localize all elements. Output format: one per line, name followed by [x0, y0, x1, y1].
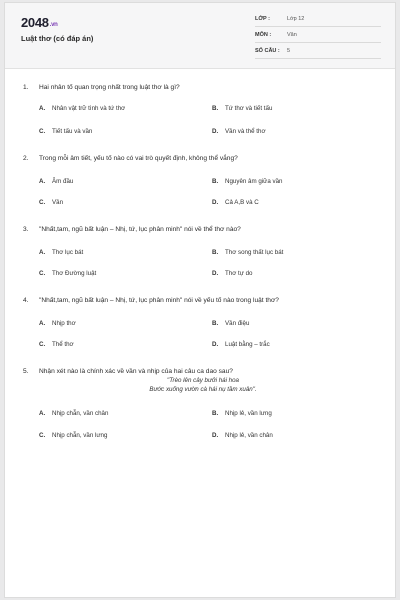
meta-subject-label: MÔN : — [255, 32, 272, 38]
meta-grade-label: LỚP : — [255, 16, 270, 22]
question-2 — [23, 154, 383, 214]
question-1-text: 1. Hai nhân tố quan trọng nhất trong luật thơ là gì? — [23, 84, 180, 91]
question-4-text: 4. "Nhất,tam, ngũ bất luận – Nhị, tứ, lục phân minh" nói về yếu tố nào trong luật thơ? — [23, 297, 279, 304]
question-1-option-d[interactable]: D. Vần và thể thơ — [212, 128, 266, 135]
question-2-text: 2. Trong mỗi âm tiết, yếu tố nào có vai trò quyết định, không thể vắng? — [23, 155, 238, 162]
question-3-option-a[interactable]: A. Thơ lục bát — [39, 249, 84, 256]
question-1-option-c[interactable]: C. Tiết tấu và vần — [39, 128, 93, 135]
meta-subject-value: Văn — [287, 32, 297, 38]
question-5 — [23, 367, 383, 447]
question-3-option-b[interactable]: B. Thơ song thất lục bát — [212, 249, 284, 256]
question-3 — [23, 225, 383, 285]
meta-subject — [255, 29, 381, 43]
question-5-option-a[interactable]: A. Nhịp chẵn, vần chân — [39, 410, 109, 417]
question-3-text: 3. "Nhất,tam, ngũ bất luận – Nhị, tứ, lục phân minh" nói về thể thơ nào? — [23, 226, 241, 233]
question-2-option-a[interactable]: A. Âm đầu — [39, 178, 74, 185]
meta-count — [255, 45, 381, 59]
meta-grade-value: Lớp 12 — [287, 16, 305, 22]
question-5-text: 5. Nhận xét nào là chính xác về vần và nhịp của hai câu ca dao sau? — [23, 368, 233, 375]
question-2-option-c[interactable]: C. Vần — [39, 199, 64, 206]
question-1 — [23, 83, 383, 143]
question-1-option-b[interactable]: B. Tứ thơ và tiết tấu — [212, 105, 273, 112]
question-4-option-d[interactable]: D. Luật bằng – trắc — [212, 341, 270, 348]
question-4-option-b[interactable]: B. Vần điệu — [212, 320, 250, 327]
question-4-option-a[interactable]: A. Nhịp thơ — [39, 320, 76, 327]
question-5-quote-line-2: Bước xuống vườn cà hái nụ tầm xuân". — [149, 386, 257, 393]
question-2-option-b[interactable]: B. Nguyên âm giữa vần — [212, 178, 283, 185]
question-5-quote-line-1: "Trèo lên cây bưởi hái hoa — [167, 377, 239, 384]
logo-text: 2048 — [21, 15, 49, 30]
document-title: Luật thơ (có đáp án) — [21, 34, 94, 43]
question-5-option-b[interactable]: B. Nhịp lẻ, vần lưng — [212, 410, 272, 417]
question-1-option-a[interactable]: A. Nhân vật trữ tình và tứ thơ — [39, 105, 126, 112]
question-2-option-d[interactable]: D. Cả A,B và C — [212, 199, 259, 206]
worksheet-header — [5, 3, 395, 69]
question-5-option-d[interactable]: D. Nhịp lẻ, vần chân — [212, 432, 273, 439]
meta-count-value: 5 — [287, 48, 291, 54]
question-4 — [23, 296, 383, 356]
meta-grade — [255, 13, 381, 27]
logo-suffix: .vn — [49, 22, 58, 28]
worksheet-page — [4, 2, 396, 598]
question-5-option-c[interactable]: C. Nhịp chẵn, vần lưng — [39, 432, 108, 439]
question-4-option-c[interactable]: C. Thể thơ — [39, 341, 74, 348]
question-3-option-c[interactable]: C. Thơ Đường luật — [39, 270, 97, 277]
meta-count-label: SỐ CÂU : — [255, 48, 280, 54]
site-logo[interactable] — [21, 15, 58, 30]
question-3-option-d[interactable]: D. Thơ tự do — [212, 270, 253, 277]
